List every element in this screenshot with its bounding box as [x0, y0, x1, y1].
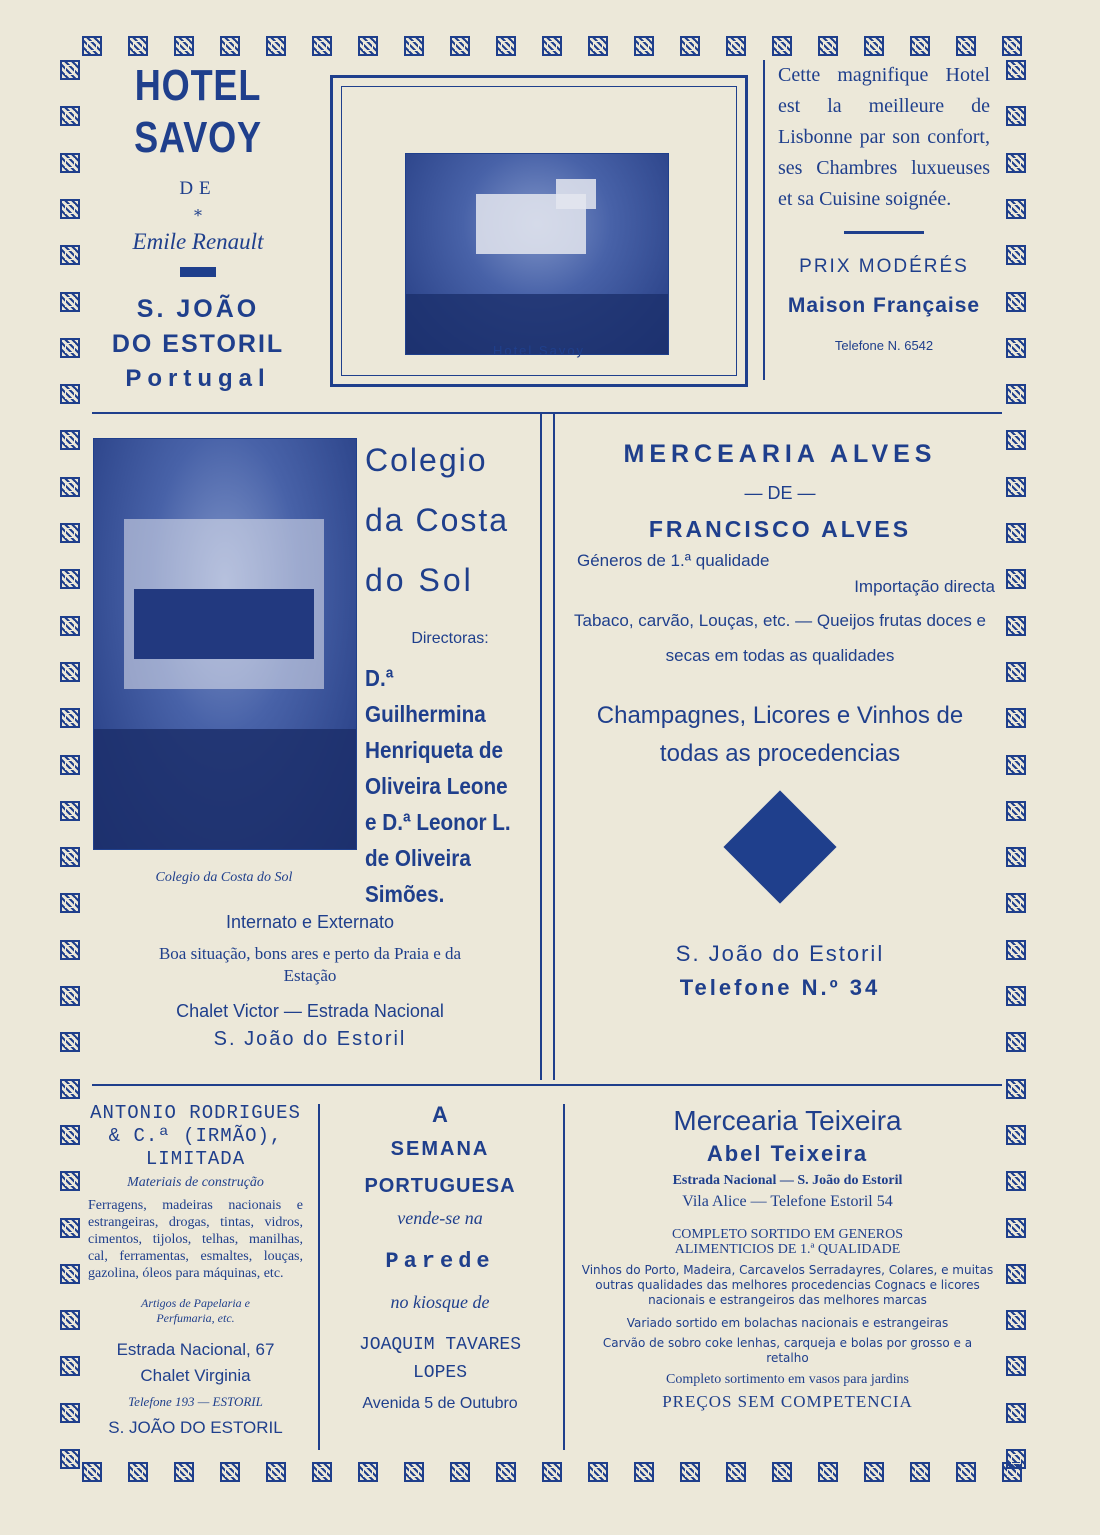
square-ornament-icon: [680, 1462, 700, 1482]
square-ornament-icon: [496, 36, 516, 56]
alves-town: S. João do Estoril: [675, 941, 885, 966]
antonio-phone: Telefone 193 — ESTORIL: [128, 1394, 263, 1409]
square-ornament-icon: [450, 36, 470, 56]
square-ornament-icon: [726, 36, 746, 56]
teixeira-headline: COMPLETO SORTIDO EM GENEROS ALIMENTICIOS DE 1.ª QUALIDADE: [671, 1227, 904, 1257]
column-divider: [318, 1104, 320, 1450]
hotel-phone: Telefone N. 6542: [834, 338, 934, 353]
square-ornament-icon: [60, 338, 80, 358]
square-ornament-icon: [60, 199, 80, 219]
square-ornament-icon: [542, 1462, 562, 1482]
square-ornament-icon: [772, 1462, 792, 1482]
square-ornament-icon: [60, 986, 80, 1006]
star-divider: *: [194, 206, 202, 225]
section-divider: [92, 412, 1002, 414]
square-ornament-icon: [680, 36, 700, 56]
square-ornament-icon: [1006, 430, 1026, 450]
semana-block: [325, 1102, 555, 1413]
semana-line1: A: [432, 1102, 448, 1127]
square-ornament-icon: [174, 1462, 194, 1482]
semana-line4: vende-se na: [397, 1208, 483, 1228]
semana-line2: SEMANA: [390, 1138, 490, 1160]
colegio-directors-label: Directoras:: [411, 630, 489, 647]
square-ornament-icon: [910, 36, 930, 56]
square-ornament-icon: [1002, 36, 1022, 56]
square-ornament-icon: [1006, 616, 1026, 636]
semana-line3: PORTUGUESA: [364, 1175, 516, 1197]
square-ornament-icon: [864, 1462, 884, 1482]
square-ornament-icon: [634, 36, 654, 56]
colegio-block: [365, 430, 535, 912]
square-ornament-icon: [60, 292, 80, 312]
alves-line4: Champagnes, Licores e Vinhos de todas as procedencias: [596, 702, 964, 767]
colegio-footer: [80, 912, 540, 1051]
colegio-title-1: Colegio: [365, 442, 488, 478]
antonio-town: S. JOÃO DO ESTORIL: [108, 1418, 283, 1437]
mercearia-teixeira-block: [575, 1105, 1000, 1412]
hotel-description-block: [778, 60, 990, 353]
square-ornament-icon: [1006, 199, 1026, 219]
colegio-photo-caption: Colegio da Costa do Sol: [155, 870, 293, 885]
column-divider: [763, 60, 765, 380]
mercearia-alves-block: [565, 440, 995, 1001]
hotel-de: DE: [179, 178, 217, 199]
alves-line3: Tabaco, carvão, Louças, etc. — Queijos frutas doces e secas em todas as qualidades: [574, 611, 986, 665]
square-ornament-icon: [588, 1462, 608, 1482]
square-ornament-icon: [82, 36, 102, 56]
square-ornament-icon: [496, 1462, 516, 1482]
teixeira-prices: PREÇOS SEM COMPETENCIA: [662, 1392, 913, 1411]
square-ornament-icon: [956, 36, 976, 56]
square-ornament-icon: [60, 1125, 80, 1145]
square-ornament-icon: [60, 477, 80, 497]
colegio-location-note: Boa situação, bons ares e perto da Praia e da Estação: [158, 944, 462, 985]
square-ornament-icon: [1006, 1264, 1026, 1284]
antonio-address2: Chalet Virginia: [140, 1366, 251, 1385]
teixeira-owner: Abel Teixeira: [706, 1141, 869, 1166]
square-ornament-icon: [588, 36, 608, 56]
square-ornament-icon: [60, 384, 80, 404]
square-ornament-icon: [1006, 1449, 1026, 1469]
square-ornament-icon: [266, 1462, 286, 1482]
square-ornament-icon: [910, 1462, 930, 1482]
square-ornament-icon: [1006, 1032, 1026, 1052]
colegio-town: S. João do Estoril: [213, 1028, 407, 1050]
antonio-address1: Estrada Nacional, 67: [116, 1340, 275, 1359]
divider-line: [844, 231, 924, 234]
teixeira-address1: Estrada Nacional — S. João do Estoril: [672, 1173, 903, 1188]
section-divider: [92, 1084, 1002, 1086]
square-ornament-icon: [220, 1462, 240, 1482]
square-ornament-icon: [312, 36, 332, 56]
square-ornament-icon: [358, 1462, 378, 1482]
alves-line1: Géneros de 1.ª qualidade: [577, 551, 770, 570]
square-ornament-icon: [1006, 1403, 1026, 1423]
square-ornament-icon: [1006, 708, 1026, 728]
square-ornament-icon: [128, 1462, 148, 1482]
antonio-goods: Ferragens, madeiras nacionais e estrangeiras, drogas, tintas, vidros, cimentos, tijolos, telhas, manilhas, cal, ferramentas, esmaltes, louças, gazolina, óleos para máquinas, etc.: [88, 1198, 303, 1281]
square-ornament-icon: [1006, 153, 1026, 173]
square-ornament-icon: [818, 1462, 838, 1482]
square-ornament-icon: [358, 36, 378, 56]
square-ornament-icon: [1006, 1171, 1026, 1191]
semana-line7: JOAQUIM TAVARES LOPES: [358, 1335, 522, 1383]
diamond-icon: [723, 790, 836, 903]
square-ornament-icon: [60, 153, 80, 173]
hotel-prices: PRIX MODÉRÉS: [799, 256, 969, 277]
square-ornament-icon: [1006, 847, 1026, 867]
colegio-address: Chalet Victor — Estrada Nacional: [176, 1001, 444, 1021]
square-ornament-icon: [60, 1218, 80, 1238]
teixeira-address2: Vila Alice — Telefone Estoril 54: [682, 1193, 893, 1210]
colegio-directors: D.ª Guilhermina Henriqueta de Oliveira Leone e D.ª Leonor L. de Oliveira Simões.: [365, 665, 511, 907]
square-ornament-icon: [60, 1032, 80, 1052]
square-ornament-icon: [1006, 60, 1026, 80]
square-ornament-icon: [60, 1449, 80, 1469]
hotel-photo-frame: [330, 75, 748, 387]
square-ornament-icon: [128, 36, 148, 56]
column-divider: [563, 1104, 565, 1450]
square-ornament-icon: [956, 1462, 976, 1482]
teixeira-title: Mercearia Teixeira: [673, 1105, 902, 1136]
square-ornament-icon: [1006, 477, 1026, 497]
square-ornament-icon: [1006, 338, 1026, 358]
square-ornament-icon: [634, 1462, 654, 1482]
alves-line2: Importação directa: [854, 577, 995, 596]
square-ornament-icon: [60, 60, 80, 80]
hotel-photo-caption: Hotel Savoy: [492, 343, 586, 358]
square-ornament-icon: [772, 36, 792, 56]
square-ornament-icon: [1006, 1310, 1026, 1330]
square-ornament-icon: [404, 1462, 424, 1482]
divider-icon: [180, 267, 216, 277]
square-ornament-icon: [60, 755, 80, 775]
square-ornament-icon: [174, 36, 194, 56]
hotel-savoy-block: [88, 60, 308, 393]
colegio-photo: [93, 438, 357, 850]
semana-line6: no kiosque de: [390, 1292, 490, 1312]
square-ornament-icon: [404, 36, 424, 56]
square-ornament-icon: [1006, 384, 1026, 404]
square-ornament-icon: [82, 1462, 102, 1482]
alves-phone: Telefone N.º 34: [679, 975, 881, 1000]
colegio-regime: Internato e Externato: [225, 912, 395, 932]
colegio-title-3: do Sol: [365, 562, 474, 598]
square-ornament-icon: [1006, 940, 1026, 960]
square-ornament-icon: [1006, 662, 1026, 682]
square-ornament-icon: [1006, 1079, 1026, 1099]
square-ornament-icon: [220, 36, 240, 56]
square-ornament-icon: [1006, 1125, 1026, 1145]
square-ornament-icon: [1006, 893, 1026, 913]
column-divider: [540, 412, 542, 1080]
square-ornament-icon: [60, 847, 80, 867]
teixeira-biscuits: Variado sortido em bolachas nacionais e estrangeiras: [626, 1316, 949, 1330]
teixeira-pots: Completo sortimento em vasos para jardins: [665, 1372, 909, 1387]
alves-owner: FRANCISCO ALVES: [648, 516, 912, 542]
antonio-name: ANTONIO RODRIGUES & C.ª (IRMÃO), LIMITADA: [90, 1102, 301, 1170]
square-ornament-icon: [1006, 755, 1026, 775]
square-ornament-icon: [1006, 1218, 1026, 1238]
square-ornament-icon: [864, 36, 884, 56]
square-ornament-icon: [726, 1462, 746, 1482]
square-ornament-icon: [542, 36, 562, 56]
square-ornament-icon: [60, 940, 80, 960]
square-ornament-icon: [60, 106, 80, 126]
square-ornament-icon: [60, 662, 80, 682]
square-ornament-icon: [1006, 569, 1026, 589]
square-ornament-icon: [1006, 245, 1026, 265]
square-ornament-icon: [818, 36, 838, 56]
square-ornament-icon: [60, 1403, 80, 1423]
square-ornament-icon: [60, 1356, 80, 1376]
semana-line8: Avenida 5 de Outubro: [362, 1395, 518, 1412]
alves-de: — DE —: [744, 483, 816, 503]
square-ornament-icon: [266, 36, 286, 56]
square-ornament-icon: [1006, 801, 1026, 821]
square-ornament-icon: [60, 1079, 80, 1099]
square-ornament-icon: [60, 1171, 80, 1191]
square-ornament-icon: [60, 1310, 80, 1330]
square-ornament-icon: [312, 1462, 332, 1482]
teixeira-wines: Vinhos do Porto, Madeira, Carcavelos Serradayres, Colares, e muitas outras qualidades das melhores procedencias Cognacs e licores nacionais e estrangeiros das melhores marcas: [581, 1263, 994, 1307]
column-divider: [553, 412, 555, 1080]
antonio-subtitle: Materiais de construção: [127, 1175, 264, 1190]
square-ornament-icon: [60, 708, 80, 728]
square-ornament-icon: [1006, 292, 1026, 312]
hotel-place-2: DO ESTORIL: [111, 330, 285, 358]
semana-line5: Parede: [385, 1249, 495, 1274]
square-ornament-icon: [60, 1264, 80, 1284]
square-ornament-icon: [1006, 106, 1026, 126]
teixeira-coal: Carvão de sobro coke lenhas, carqueja e bolas por grosso e a retalho: [602, 1336, 973, 1365]
square-ornament-icon: [60, 245, 80, 265]
alves-title: MERCEARIA ALVES: [623, 440, 937, 468]
hotel-name: HOTEL SAVOY: [134, 61, 262, 162]
square-ornament-icon: [60, 523, 80, 543]
hotel-owner: Emile Renault: [132, 229, 264, 254]
square-ornament-icon: [60, 616, 80, 636]
square-ornament-icon: [450, 1462, 470, 1482]
colegio-title-2: da Costa: [365, 502, 510, 538]
antonio-stationery: Artigos de Papelaria e Perfumaria, etc.: [141, 1296, 250, 1325]
square-ornament-icon: [60, 801, 80, 821]
hotel-description: Cette magnifique Hotel est la meilleure de Lisbonne par son confort, ses Chambres luxueuses et sa Cuisine soignée.: [778, 64, 990, 210]
square-ornament-icon: [1006, 1356, 1026, 1376]
square-ornament-icon: [60, 893, 80, 913]
square-ornament-icon: [60, 430, 80, 450]
square-ornament-icon: [1006, 523, 1026, 543]
antonio-rodrigues-block: [88, 1102, 303, 1438]
hotel-photo: [405, 153, 669, 355]
square-ornament-icon: [60, 569, 80, 589]
square-ornament-icon: [1006, 986, 1026, 1006]
hotel-house: Maison Française: [787, 294, 981, 317]
hotel-place-1: S. JOÃO: [136, 295, 260, 323]
hotel-country: Portugal: [125, 365, 271, 392]
